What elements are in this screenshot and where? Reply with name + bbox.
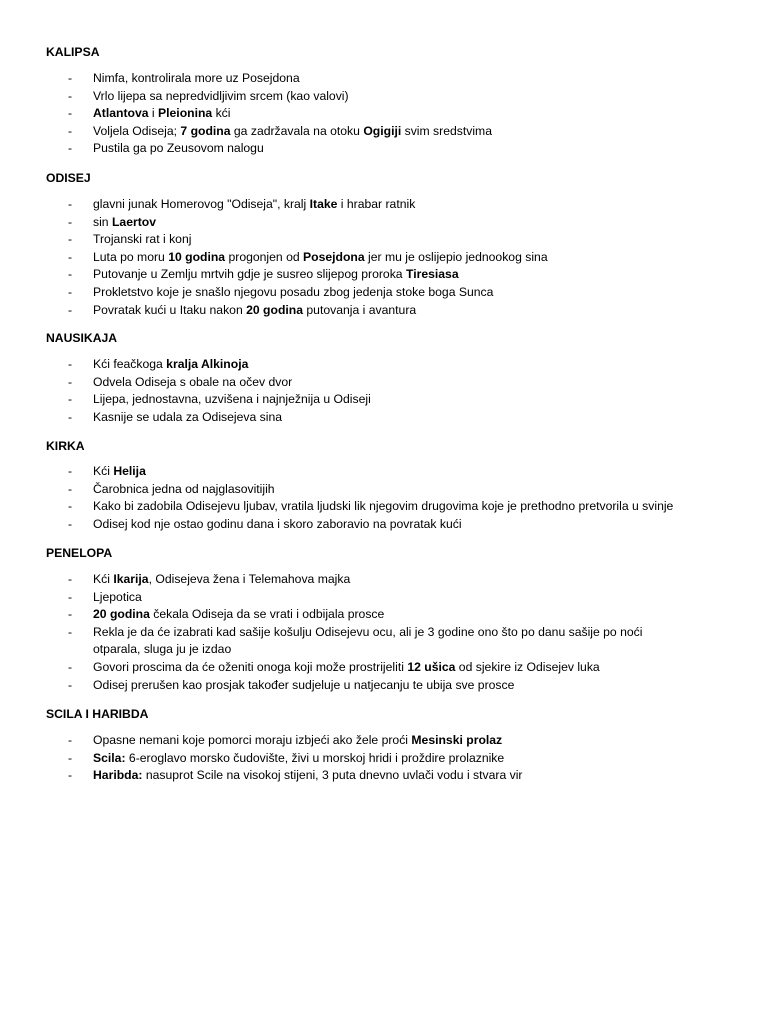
text-run: Lijepa, jednostavna, uzvišena i najnježnija u Odiseji: [93, 392, 371, 407]
bold-text-run: Ikarija: [113, 572, 149, 586]
text-run: glavni junak Homerovog "Odiseja", kralj: [93, 197, 310, 211]
list-item: [0, 606, 768, 624]
text-run: svim sredstvima: [401, 123, 492, 138]
list-item: [0, 391, 768, 409]
bold-text-run: Atlantova: [93, 106, 149, 121]
bold-text-run: Helija: [113, 464, 146, 478]
bold-text-run: Pleionina: [158, 106, 213, 121]
bold-text-run: Tiresiasa: [405, 267, 459, 282]
text-run: kći: [212, 106, 231, 121]
list-item: [0, 767, 768, 785]
bold-text-run: Ogigiji: [363, 123, 402, 138]
text-run: jer mu je oslijepio jednookog sina: [364, 249, 548, 264]
text-run: Čarobnica jedna od najglasovitijih: [93, 481, 275, 496]
section-list-nausikaja: [0, 356, 768, 426]
list-item: [0, 463, 768, 481]
text-run: Rekla je da će izabrati kad sašije košulju Odisejevu ocu, ali je 3 godine ono što po danu sašije po noći otparala, sluga ju je izdao: [93, 624, 643, 657]
list-item: [0, 302, 768, 320]
bold-text-run: 7 godina: [180, 123, 231, 138]
text-run: od sjekire iz Odisejev luka: [455, 659, 600, 674]
list-item: [0, 356, 768, 374]
text-run: Kako bi zadobila Odisejevu ljubav, vratila ljudski lik njegovim drugovima koje je prethodno pretvorila u svinje: [93, 499, 674, 514]
bold-text-run: Mesinski prolaz: [411, 733, 503, 747]
list-item: [0, 88, 768, 106]
section-list-kirka: [0, 463, 768, 533]
text-run: , Odisejeva žena i Telemahova majka: [148, 572, 351, 586]
section-heading-odisej: ODISEJ: [46, 171, 91, 185]
list-item: [0, 498, 768, 516]
text-run: ga zadržavala na otoku: [230, 123, 364, 138]
bold-text-run: Posejdona: [303, 249, 365, 264]
text-run: Vrlo lijepa sa nepredvidljivim srcem (kao valovi): [93, 88, 349, 103]
text-run: i hrabar ratnik: [337, 197, 416, 211]
text-run: Opasne nemani koje pomorci moraju izbjeći ako žele proći: [93, 733, 412, 747]
list-item: [0, 481, 768, 499]
list-item: [0, 571, 768, 589]
section-list-penelopa: [0, 571, 768, 694]
text-run: Odisej kod nje ostao godinu dana i skoro zaboravio na povratak kući: [93, 516, 462, 531]
list-item: [0, 409, 768, 427]
list-item: [0, 266, 768, 284]
section-heading-scila-i-haribda: SCILA I HARIBDA: [46, 707, 149, 721]
bold-text-run: Laertov: [111, 214, 156, 229]
text-run: 6-eroglavo morsko čudovište, živi u morskoj hridi i proždire prolaznike: [125, 750, 505, 765]
text-run: čekala Odiseja da se vrati i odbijala prosce: [149, 607, 385, 622]
list-item: [0, 196, 768, 214]
bold-text-run: 10 godina: [168, 249, 226, 264]
list-item: [0, 231, 768, 249]
list-item: [0, 624, 665, 659]
text-run: Luta po moru: [93, 249, 169, 264]
list-item: [0, 677, 768, 695]
text-run: progonjen od: [225, 249, 304, 264]
text-run: Kći: [93, 572, 114, 586]
text-run: putovanja i avantura: [303, 302, 417, 317]
list-item: [0, 70, 768, 88]
list-item: [0, 214, 768, 232]
section-heading-kirka: KIRKA: [46, 439, 85, 453]
bold-text-run: Itake: [309, 197, 338, 211]
text-run: Odisej prerušen kao prosjak također sudjeluje u natjecanju te ubija sve prosce: [93, 677, 515, 692]
section-list-scila-i-haribda: [0, 732, 768, 785]
text-run: Putovanje u Zemlju mrtvih gdje je susreo slijepog proroka: [93, 267, 406, 282]
bold-text-run: 20 godina: [93, 607, 150, 622]
text-run: Ljepotica: [93, 589, 142, 604]
list-item: [0, 123, 768, 141]
list-item: [0, 732, 768, 750]
section-heading-penelopa: PENELOPA: [46, 546, 113, 560]
section-list-kalipsa: [0, 70, 768, 158]
text-run: Govori proscima da će oženiti onoga koji može prostrijeliti: [93, 659, 408, 674]
list-item: [0, 750, 768, 768]
list-item: [0, 659, 768, 677]
section-heading-nausikaja: NAUSIKAJA: [46, 331, 118, 345]
list-item: [0, 374, 768, 392]
text-run: Povratak kući u Itaku nakon: [93, 302, 247, 317]
list-item: [0, 140, 768, 158]
text-run: Kći feačkoga: [93, 357, 167, 371]
bold-text-run: 12 ušica: [407, 659, 456, 674]
text-run: Kasnije se udala za Odisejeva sina: [93, 409, 283, 424]
text-run: Prokletstvo koje je snašlo njegovu posadu zbog jedenja stoke boga Sunca: [93, 284, 494, 299]
text-run: Voljela Odiseja;: [93, 123, 181, 138]
list-item: [0, 249, 768, 267]
text-run: Nimfa, kontrolirala more uz Posejdona: [93, 71, 300, 85]
text-run: i: [148, 106, 159, 121]
text-run: Pustila ga po Zeusovom nalogu: [93, 141, 264, 156]
section-list-odisej: [0, 196, 768, 319]
bold-text-run: Haribda:: [93, 768, 143, 783]
section-heading-kalipsa: KALIPSA: [46, 45, 100, 59]
text-run: Odvela Odiseja s obale na očev dvor: [93, 374, 293, 389]
list-item: [0, 284, 768, 302]
text-run: Kći: [93, 464, 114, 478]
bold-text-run: Scila:: [93, 750, 126, 765]
text-run: Trojanski rat i konj: [93, 232, 192, 247]
list-item: [0, 105, 768, 123]
bold-text-run: 20 godina: [246, 302, 303, 317]
bold-text-run: kralja Alkinoja: [166, 357, 249, 371]
text-run: sin: [93, 214, 112, 229]
list-item: [0, 589, 768, 607]
list-item: [0, 516, 768, 534]
text-run: nasuprot Scile na visokoj stijeni, 3 puta dnevno uvlači vodu i stvara vir: [142, 768, 523, 783]
